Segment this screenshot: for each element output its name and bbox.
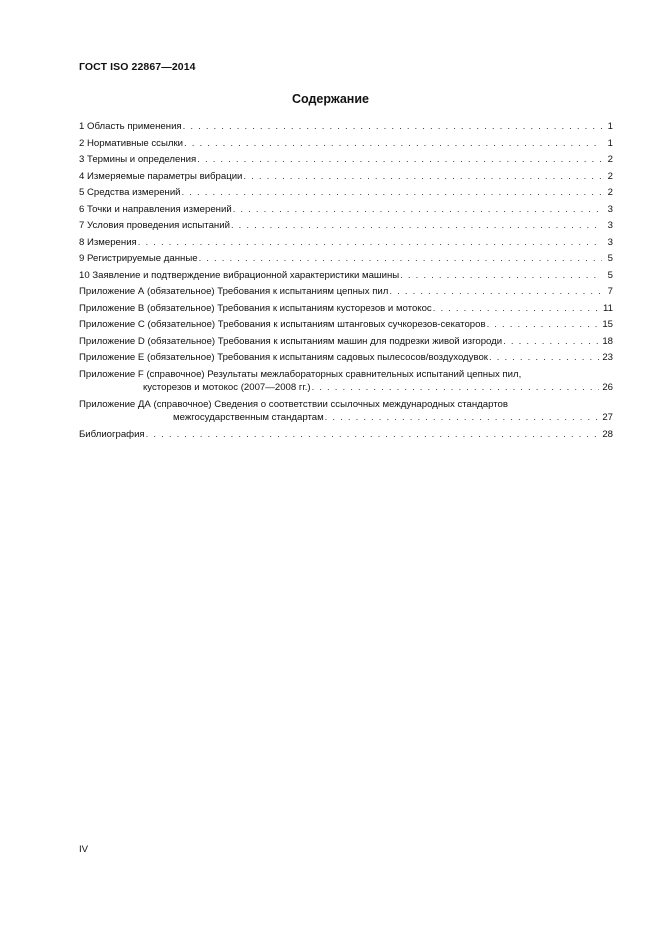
toc-entry[interactable] — [79, 185, 613, 202]
toc-title: Содержание — [291, 92, 369, 106]
toc-leader-dots — [146, 427, 600, 444]
toc-entry-label: 8 Измерения — [79, 236, 137, 248]
toc-leader-dots — [197, 152, 602, 169]
toc-leader-dots — [503, 334, 599, 351]
toc-entry[interactable] — [79, 284, 613, 301]
toc-leader-dots — [182, 185, 602, 202]
toc-entry-label: Библиография — [79, 428, 145, 440]
document-code: ГОСТ ISO 22867—2014 — [79, 61, 196, 73]
toc-entry-label: Приложение D (обязательное) Требования к испытаниям машин для подрезки живой изгороди — [79, 335, 503, 347]
toc-entry-label-line2: кусторезов и мотокос (2007—2008 гг.) — [143, 381, 311, 393]
page-number: IV — [79, 844, 89, 855]
toc-entry-label: Приложение А (обязательное) Требования к испытаниям цепных пил — [79, 286, 389, 297]
toc-entry-page: 3 — [607, 236, 613, 248]
toc-entry[interactable] — [79, 136, 613, 153]
toc-leader-dots — [233, 202, 602, 219]
toc-entry-page: 2 — [607, 154, 613, 165]
toc-entry-label: 4 Измеряемые параметры вибрации — [79, 170, 243, 182]
toc-entry-page: 5 — [607, 269, 613, 281]
toc-entry-page: 26 — [602, 381, 613, 393]
toc-entry[interactable] — [79, 427, 613, 444]
toc-entry-label: 3 Термины и определения — [79, 154, 197, 165]
toc-leader-dots — [389, 284, 602, 301]
toc-entry[interactable] — [79, 251, 613, 268]
toc-entry-page: 3 — [607, 203, 613, 215]
toc-entry-page: 15 — [602, 319, 613, 330]
toc-entry-page: 11 — [603, 302, 613, 314]
toc-entry-label: 9 Регистрируемые данные — [79, 253, 198, 264]
toc-entry-label-line1: Приложение F (справочное) Результаты межлабораторных сравнительных испытаний цепных пил, — [79, 368, 522, 380]
toc-entry-multiline[interactable] — [79, 367, 613, 397]
toc-entry[interactable] — [79, 218, 613, 235]
toc-leader-dots — [487, 317, 600, 334]
toc-entry[interactable] — [79, 235, 613, 252]
toc-entry[interactable] — [79, 317, 613, 334]
table-of-contents — [79, 119, 613, 443]
toc-entry-page: 2 — [607, 187, 613, 198]
toc-leader-dots — [199, 251, 602, 268]
toc-entry-multiline[interactable] — [79, 397, 613, 427]
toc-entry-label: 7 Условия проведения испытаний — [79, 220, 230, 231]
toc-entry-label-line1: Приложение ДА (справочное) Сведения о соответствии ссылочных международных стандартов — [79, 398, 508, 410]
toc-leader-dots — [325, 411, 600, 424]
toc-entry[interactable] — [79, 301, 613, 318]
toc-entry-continuation — [79, 381, 613, 397]
toc-leader-dots — [312, 381, 600, 394]
toc-leader-dots — [183, 119, 602, 136]
toc-entry-page: 3 — [607, 220, 613, 231]
toc-entry[interactable] — [79, 202, 613, 219]
toc-entry-page: 18 — [602, 335, 613, 347]
toc-leader-dots — [433, 301, 600, 318]
toc-entry-label: 2 Нормативные ссылки — [79, 137, 184, 149]
toc-entry-page: 2 — [607, 170, 613, 182]
toc-entry-page: 23 — [602, 352, 613, 363]
toc-leader-dots — [243, 169, 602, 186]
toc-entry-page: 5 — [607, 253, 613, 264]
toc-entry-continuation — [79, 411, 613, 427]
toc-entry-page: 28 — [602, 428, 613, 440]
toc-leader-dots — [489, 350, 599, 367]
toc-entry[interactable] — [79, 169, 613, 186]
toc-entry-label: 6 Точки и направления измерений — [79, 203, 232, 215]
toc-leader-dots — [184, 136, 602, 153]
toc-entry-label: 1 Область применения — [79, 121, 182, 132]
toc-entry-page: 27 — [602, 411, 613, 423]
toc-entry-label: Приложение В (обязательное) Требования к испытаниям кусторезов и мотокос — [79, 302, 432, 314]
toc-entry[interactable] — [79, 268, 613, 285]
toc-entry[interactable] — [79, 119, 613, 136]
toc-entry[interactable] — [79, 152, 613, 169]
toc-entry-page: 1 — [607, 121, 613, 132]
toc-leader-dots — [138, 235, 602, 252]
toc-entry-label: 10 Заявление и подтверждение вибрационной характеристики машины — [79, 269, 400, 281]
toc-entry-label-line2: межгосударственным стандартам — [173, 411, 324, 423]
toc-entry-page: 1 — [607, 137, 613, 149]
toc-entry-label: 5 Средства измерений — [79, 187, 181, 198]
toc-entry[interactable] — [79, 350, 613, 367]
toc-entry-label: Приложение Е (обязательное) Требования к испытаниям садовых пылесосов/воздуходувок — [79, 352, 488, 363]
toc-entry-label: Приложение С (обязательное) Требования к испытаниям штанговых сучкорезов-секаторов — [79, 319, 486, 330]
toc-leader-dots — [400, 268, 602, 285]
toc-entry[interactable] — [79, 334, 613, 351]
toc-entry-page: 7 — [607, 286, 613, 297]
toc-leader-dots — [231, 218, 602, 235]
